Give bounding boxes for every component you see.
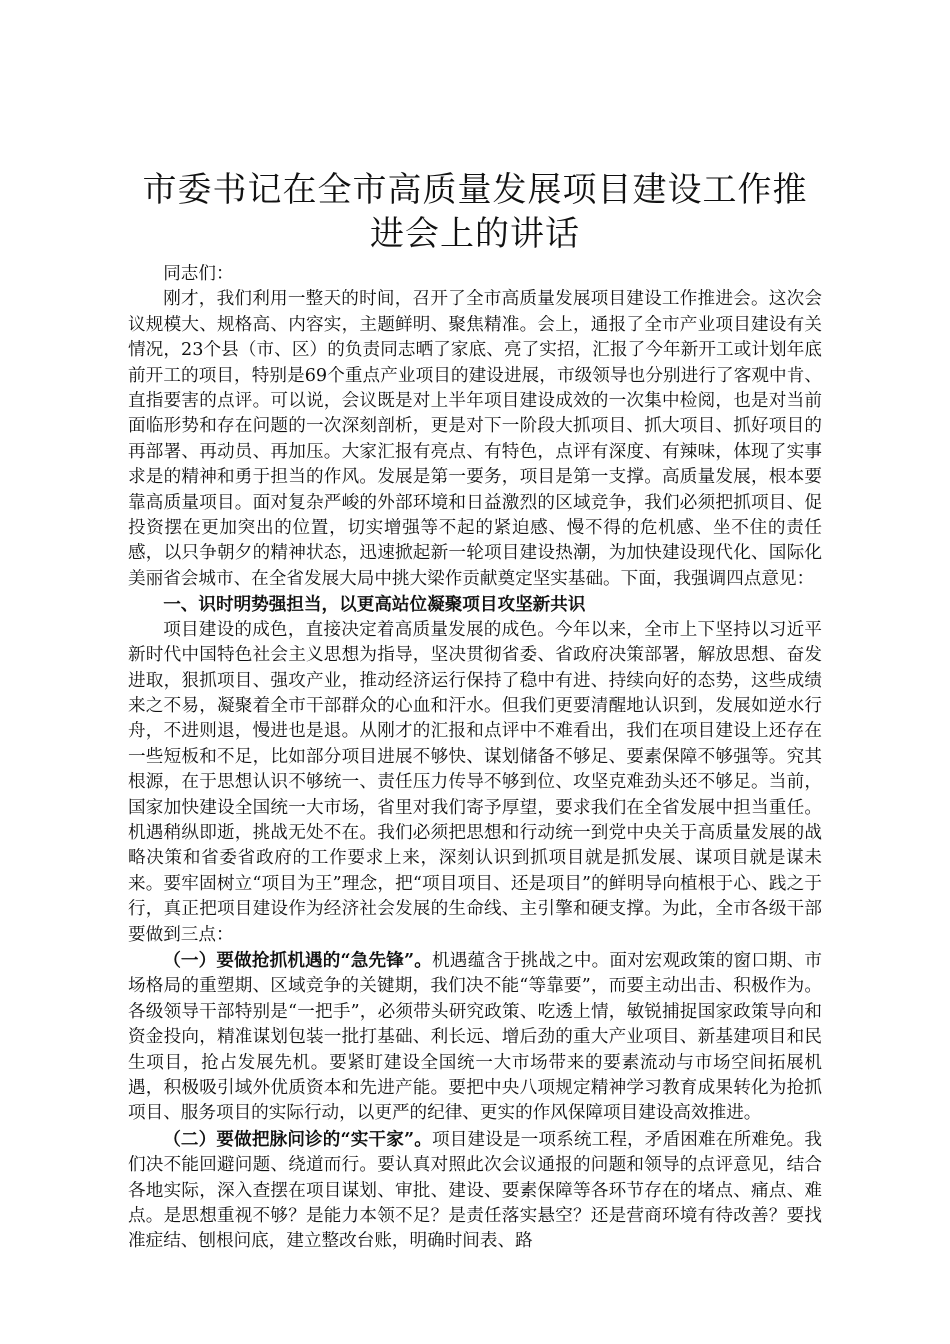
point-1-text: 机遇蕴含于挑战之中。面对宏观政策的窗口期、市场格局的重塑期、区域竞争的关键期，我们决不能“等靠要”，而要主动出击、积极作为。各级领导干部特别是“一把手”，必须带头研究政策、吃透上情，敏锐捕捉国家政策导向和资金投向，精准谋划包装一批打基础、利长远、增后劲的重大产业项目、新基建项目和民生项目，抢占发展先机。要紧盯建设全国统一大市场带来的要素流动与市场空间拓展机遇，积极吸引域外优质资本和先进产能。要把中央八项规定精神学习教育成果转化为抢抓项目、服务项目的实际行动，以更严的纪律、更实的作风保障项目建设高效推进。 [128,950,822,1124]
document-page [128,168,822,1255]
point-1-paragraph [128,948,822,1127]
section-1-paragraph: 项目建设的成色，直接决定着高质量发展的成色。今年以来，全市上下坚持以习近平新时代中国特色社会主义思想为指导，坚决贯彻省委、省政府决策部署，解放思想、奋发进取，狠抓项目、强攻产业，推动经济运行保持了稳中有进、持续向好的态势，这些成绩来之不易，凝聚着全市干部群众的心血和汗水。但我们更要清醒地认识到，发展如逆水行舟，不进则退，慢进也是退。从刚才的汇报和点评中不难看出，我们在项目建设上还存在一些短板和不足，比如部分项目进展不够快、谋划储备不够足、要素保障不够强等。究其根源，在于思想认识不够统一、责任压力传导不够到位、攻坚克难劲头还不够足。当前，国家加快建设全国统一大市场，省里对我们寄予厚望，要求我们在全省发展中担当重任。机遇稍纵即逝，挑战无处不在。我们必须把思想和行动统一到党中央关于高质量发展的战略决策和省委省政府的工作要求上来，深刻认识到抓项目就是抓发展、谋项目就是谋未来。要牢固树立“项目为王”理念，把“项目项目、还是项目”的鲜明导向植根于心、践之于行，真正把项目建设作为经济社会发展的生命线、主引擎和硬支撑。为此，全市各级干部要做到三点： [128,619,822,945]
point-2-lead: （二）要做把脉问诊的“实干家”。 [163,1128,432,1150]
intro-paragraph: 刚才，我们利用一整天的时间，召开了全市高质量发展项目建设工作推进会。这次会议规模大、规格高、内容实，主题鲜明、聚焦精准。会上，通报了全市产业项目建设有关情况，23个县（市、区）的负责同志晒了家底、亮了实招，汇报了今年新开工或计划年底前开工的项目，特别是69个重点产业项目的建设进展，市级领导也分别进行了客观中肯、直指要害的点评。可以说，会议既是对上半年项目建设成效的一次集中检阅，也是对当前面临形势和存在问题的一次深刻剖析，更是对下一阶段大抓项目、抓大项目、抓好项目的再部署、再动员、再加压。大家汇报有亮点、有特色，点评有深度、有辣味，体现了实事求是的精神和勇于担当的作风。发展是第一要务，项目是第一支撑。高质量发展，根本要靠高质量项目。面对复杂严峻的外部环境和日益激烈的区域竞争，我们必须把抓项目、促投资摆在更加突出的位置，切实增强等不起的紧迫感、慢不得的危机感、坐不住的责任感，以只争朝夕的精神状态，迅速掀起新一轮项目建设热潮，为加快建设现代化、国际化美丽省会城市、在全省发展大局中挑大梁作贡献奠定坚实基础。下面，我强调四点意见： [128,289,822,589]
document-body [128,262,822,1255]
salutation: 同志们： [163,264,234,284]
point-2-paragraph [128,1127,822,1255]
section-heading-1: 一、识时明势强担当，以更高站位凝聚项目攻坚新共识 [163,594,586,616]
document-title: 市委书记在全市高质量发展项目建设工作推进会上的讲话 [142,170,808,254]
point-2-text: 项目建设是一项系统工程，矛盾困难在所难免。我们决不能回避问题、绕道而行。要认真对照此次会议通报的问题和领导的点评意见，结合各地实际，深入查摆在项目谋划、审批、建设、要素保障等各环节存在的堵点、痛点、难点。是思想重视不够？是能力本领不足？是责任落实悬空？还是营商环境有待改善？要找准症结、刨根问底，建立整改台账，明确时间表、路 [128,1129,822,1252]
point-1-lead: （一）要做抢抓机遇的“急先锋”。 [163,949,432,971]
